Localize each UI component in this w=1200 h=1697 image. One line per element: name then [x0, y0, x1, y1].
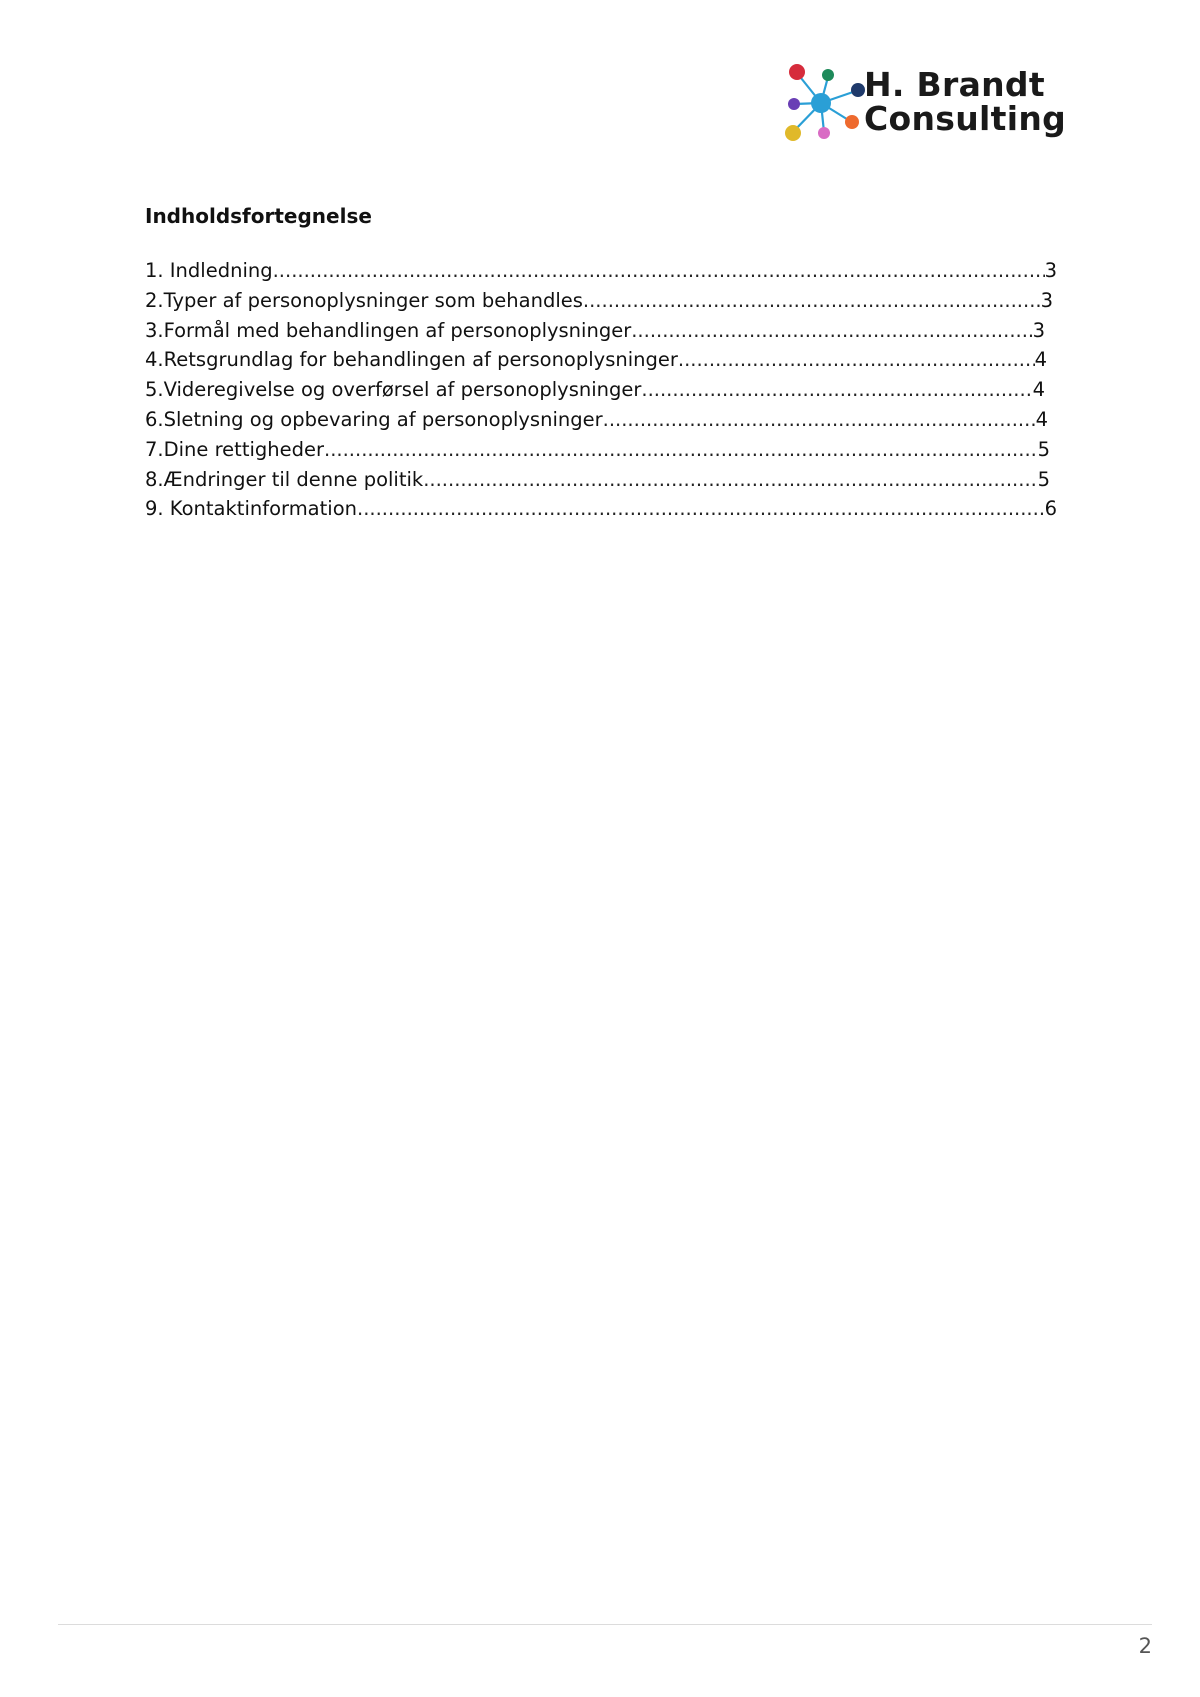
toc-entry[interactable] [145, 345, 1047, 375]
toc-entry[interactable] [145, 405, 1048, 435]
toc-entry-label: 4.Retsgrundlag for behandlingen af personoplysninger [145, 348, 678, 372]
network-logo-icon [782, 60, 868, 148]
toc-entry[interactable] [145, 435, 1050, 465]
toc-entry-page: 3 [1032, 318, 1045, 342]
company-logo [782, 60, 1067, 148]
logo-node-navy [851, 83, 865, 97]
page-number: 2 [1138, 1634, 1152, 1658]
toc-dot-leader [641, 375, 1032, 405]
toc-entry[interactable] [145, 494, 1057, 524]
logo-node-red [789, 64, 805, 80]
table-of-contents [145, 256, 1057, 524]
toc-entry-label: 5.Videregivelse og overførsel af personoplysninger [145, 378, 642, 402]
logo-node-green [822, 69, 834, 81]
toc-entry-label: 2.Typer af personoplysninger som behandles [145, 288, 583, 312]
toc-entry[interactable] [145, 316, 1045, 346]
toc-dot-leader [631, 316, 1032, 346]
logo-wordmark [864, 65, 1067, 138]
toc-entry-page: 5 [1037, 437, 1050, 461]
toc-entry[interactable] [145, 256, 1057, 286]
toc-title: Indholdsfortegnelse [145, 204, 372, 228]
toc-entry[interactable] [145, 286, 1053, 316]
toc-dot-leader [324, 435, 1038, 465]
toc-dot-leader [273, 256, 1045, 286]
toc-entry-page: 5 [1037, 467, 1050, 491]
toc-entry-label: 9. Kontaktinformation [145, 497, 357, 521]
toc-entry[interactable] [145, 465, 1050, 495]
footer-divider [58, 1624, 1152, 1625]
toc-dot-leader [603, 405, 1036, 435]
toc-dot-leader [357, 494, 1045, 524]
logo-node-yellow [785, 125, 801, 141]
logo-node-pink [818, 127, 830, 139]
toc-entry[interactable] [145, 375, 1045, 405]
toc-entry-label: 7.Dine rettigheder [145, 437, 325, 461]
toc-entry-label: 8.Ændringer til denne politik [145, 467, 424, 491]
toc-entry-page: 4 [1032, 378, 1045, 402]
toc-dot-leader [678, 345, 1035, 375]
toc-entry-label: 3.Formål med behandlingen af personoplysninger [145, 318, 632, 342]
toc-entry-label: 6.Sletning og opbevaring af personoplysninger [145, 407, 603, 431]
toc-dot-leader [583, 286, 1041, 316]
logo-line-2: Consulting [864, 99, 1067, 138]
toc-dot-leader [423, 465, 1037, 495]
logo-node-purple [788, 98, 800, 110]
toc-entry-page: 6 [1044, 497, 1057, 521]
toc-entry-label: 1. Indledning [145, 259, 273, 282]
toc-entry-page: 3 [1044, 259, 1057, 282]
logo-node-orange [845, 115, 859, 129]
logo-line-1: H. Brandt [864, 65, 1045, 104]
toc-entry-page: 4 [1035, 407, 1048, 431]
toc-entry-page: 3 [1040, 288, 1053, 312]
logo-hub-node [811, 93, 831, 113]
toc-entry-page: 4 [1034, 348, 1047, 372]
